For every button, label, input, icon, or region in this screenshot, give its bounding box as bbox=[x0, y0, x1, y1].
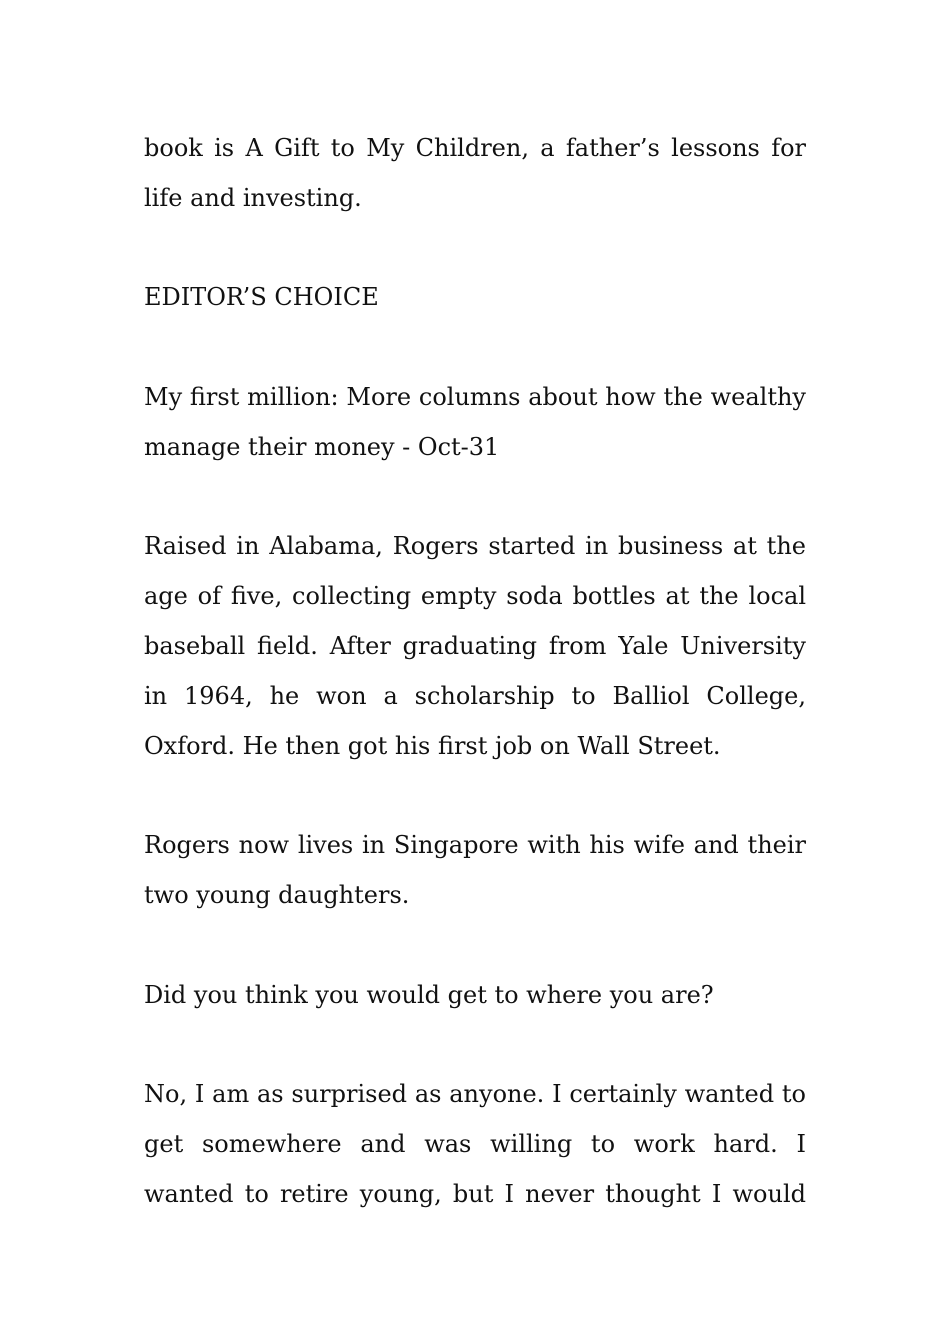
interview-question: Did you think you would get to where you are? bbox=[144, 980, 714, 1009]
paragraph-book-intro: book is A Gift to My Children, a father’s lessons for life and investing. bbox=[144, 134, 806, 212]
paragraph-residence: Rogers now lives in Singapore with his wife and their two young daughters. bbox=[144, 831, 806, 909]
paragraph-biography: Raised in Alabama, Rogers started in business at the age of five, collecting empty soda bottles at the local baseball field. After graduating from Yale University in 1964, he won a scholarship to Balliol College, Oxford. He then got his first job on Wall Street. bbox=[144, 532, 806, 760]
interview-answer: No, I am as surprised as anyone. I certainly wanted to get somewhere and was willing to work hard. I wanted to retire young, but I never thought I would bbox=[144, 1080, 806, 1208]
document-page bbox=[144, 124, 806, 1269]
paragraph-my-first-million: My first million: More columns about how the wealthy manage their money - Oct-31 bbox=[144, 382, 806, 461]
section-heading-editors-choice: EDITOR’S CHOICE bbox=[144, 283, 379, 312]
